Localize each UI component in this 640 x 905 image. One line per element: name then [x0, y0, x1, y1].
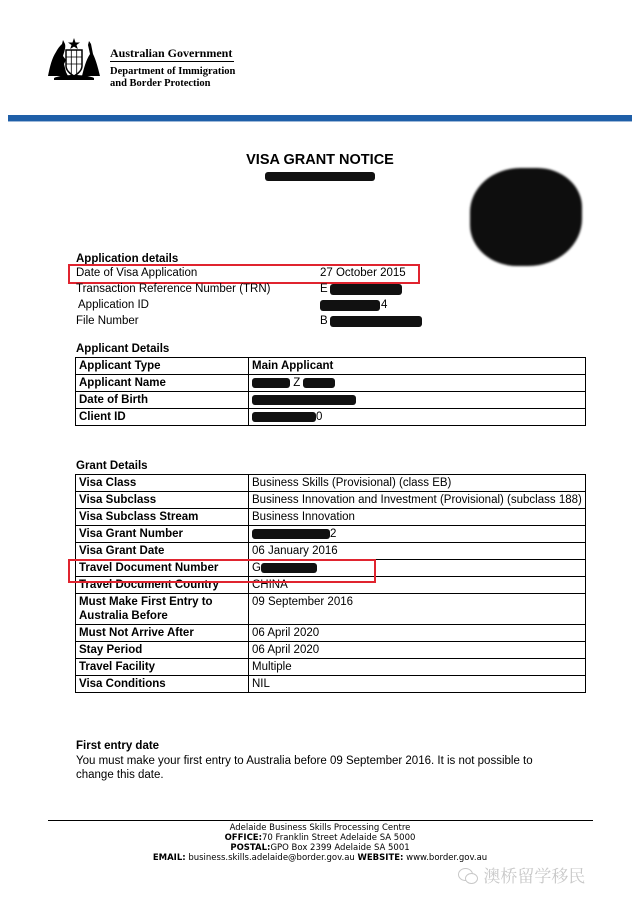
- footer-office-value: 70 Franklin Street Adelaide SA 5000: [262, 833, 416, 843]
- visa-grant-date-label: Visa Grant Date: [76, 543, 249, 560]
- highlight-visa-grant-date: [68, 559, 376, 583]
- must-not-arrive-after-label: Must Not Arrive After: [76, 625, 249, 642]
- applicant-details-table: [75, 357, 586, 426]
- travel-document-number-value: G: [252, 562, 261, 574]
- table-row: [76, 526, 586, 543]
- table-row: [76, 392, 586, 409]
- client-id-value: 0: [316, 411, 323, 423]
- app-label-date: Date of Visa Application: [76, 267, 198, 279]
- watermark-text: 澳桥留学移民: [483, 867, 586, 887]
- department-name-line1: Department of Immigration: [110, 66, 236, 77]
- visa-class-value: Business Skills (Provisional) (class EB): [249, 475, 586, 492]
- footer-email-value: business.skills.adelaide@border.gov.au: [188, 853, 355, 863]
- travel-document-country-value: CHINA: [249, 577, 586, 594]
- footer-postal-value: GPO Box 2399 Adelaide SA 5001: [270, 843, 410, 853]
- table-row: [76, 543, 586, 560]
- table-row: [76, 676, 586, 693]
- app-label-application-id: Application ID: [78, 299, 149, 311]
- redaction-client-id: [252, 412, 316, 422]
- first-entry-before-value: 09 September 2016: [249, 594, 586, 625]
- table-row: [76, 492, 586, 509]
- table-row: [76, 409, 586, 426]
- app-label-trn: Transaction Reference Number (TRN): [76, 283, 271, 295]
- footer-postal-label: POSTAL:: [230, 843, 271, 853]
- redaction-date-of-birth: [252, 395, 356, 405]
- header-accent-bar-shadow: [8, 121, 632, 122]
- visa-subclass-label: Visa Subclass: [76, 492, 249, 509]
- stay-period-value: 06 April 2020: [249, 642, 586, 659]
- travel-document-number-label: Travel Document Number: [76, 560, 249, 577]
- footer-rule: [48, 820, 593, 821]
- table-row: [76, 375, 586, 392]
- travel-facility-value: Multiple: [249, 659, 586, 676]
- app-value-file-number: B: [320, 315, 328, 327]
- stay-period-label: Stay Period: [76, 642, 249, 659]
- travel-document-country-label: Travel Document Country: [76, 577, 249, 594]
- applicant-type-label: Applicant Type: [76, 358, 249, 375]
- table-row: [76, 625, 586, 642]
- visa-grant-date-value: 06 January 2016: [249, 543, 586, 560]
- watermark: [458, 862, 585, 887]
- applicant-details-heading: Applicant Details: [76, 343, 170, 355]
- header-rule: [110, 61, 234, 62]
- visa-subclass-stream-value: Business Innovation: [249, 509, 586, 526]
- redaction-file-number: [330, 316, 422, 327]
- application-details-heading: Application details: [76, 253, 179, 265]
- visa-conditions-label: Visa Conditions: [76, 676, 249, 693]
- visa-grant-number-label: Visa Grant Number: [76, 526, 249, 543]
- table-row: [76, 642, 586, 659]
- wechat-icon: [458, 868, 478, 884]
- app-label-file-number: File Number: [76, 315, 139, 327]
- app-value-trn: E: [320, 283, 328, 295]
- first-entry-heading: First entry date: [76, 740, 160, 752]
- footer-website-label: WEBSITE:: [357, 853, 404, 863]
- travel-facility-label: Travel Facility: [76, 659, 249, 676]
- redaction-grant-number: [252, 529, 330, 539]
- visa-class-label: Visa Class: [76, 475, 249, 492]
- footer-email-label: EMAIL:: [152, 853, 186, 863]
- grant-details-heading: Grant Details: [76, 460, 148, 472]
- table-row: [76, 475, 586, 492]
- redaction-applicant-name: [252, 378, 290, 388]
- redaction-name: [265, 172, 375, 181]
- applicant-type-value: Main Applicant: [249, 358, 586, 375]
- footer-website-value: www.border.gov.au: [406, 853, 488, 863]
- redaction-application-id: [320, 300, 380, 311]
- visa-grant-number-value: 2: [330, 528, 337, 540]
- grant-details-table: [75, 474, 586, 693]
- footer-centre: Adelaide Business Skills Processing Centre: [229, 823, 411, 833]
- first-entry-before-label: Must Make First Entry to Australia Before: [76, 594, 249, 625]
- redaction-trn: [330, 284, 402, 295]
- org-name: Australian Government: [110, 46, 233, 60]
- first-entry-body: You must make your first entry to Australia before 09 September 2016. It is not possible to change this date.: [76, 755, 533, 781]
- redaction-applicant-name-2: [303, 378, 335, 388]
- table-row: [76, 358, 586, 375]
- footer-postal: [0, 843, 640, 853]
- must-not-arrive-after-value: 06 April 2020: [249, 625, 586, 642]
- footer-office: [0, 833, 640, 843]
- visa-subclass-value: Business Innovation and Investment (Provisional) (subclass 188): [249, 492, 586, 509]
- footer-office-label: OFFICE:: [224, 833, 263, 843]
- table-row: [76, 659, 586, 676]
- visa-subclass-stream-label: Visa Subclass Stream: [76, 509, 249, 526]
- table-row: [76, 509, 586, 526]
- applicant-name-value: Z: [293, 377, 301, 389]
- department-name-line2: and Border Protection: [110, 78, 211, 89]
- redaction-photo: [470, 168, 582, 266]
- applicant-name-label: Applicant Name: [76, 375, 249, 392]
- coat-of-arms-icon: [44, 36, 104, 82]
- visa-conditions-value: NIL: [249, 676, 586, 693]
- app-value-application-id: 4: [381, 299, 388, 311]
- page-title: VISA GRANT NOTICE: [246, 152, 394, 168]
- table-row: [76, 594, 586, 625]
- app-value-date: 27 October 2015: [320, 267, 406, 279]
- client-id-label: Client ID: [76, 409, 249, 426]
- date-of-birth-label: Date of Birth: [76, 392, 249, 409]
